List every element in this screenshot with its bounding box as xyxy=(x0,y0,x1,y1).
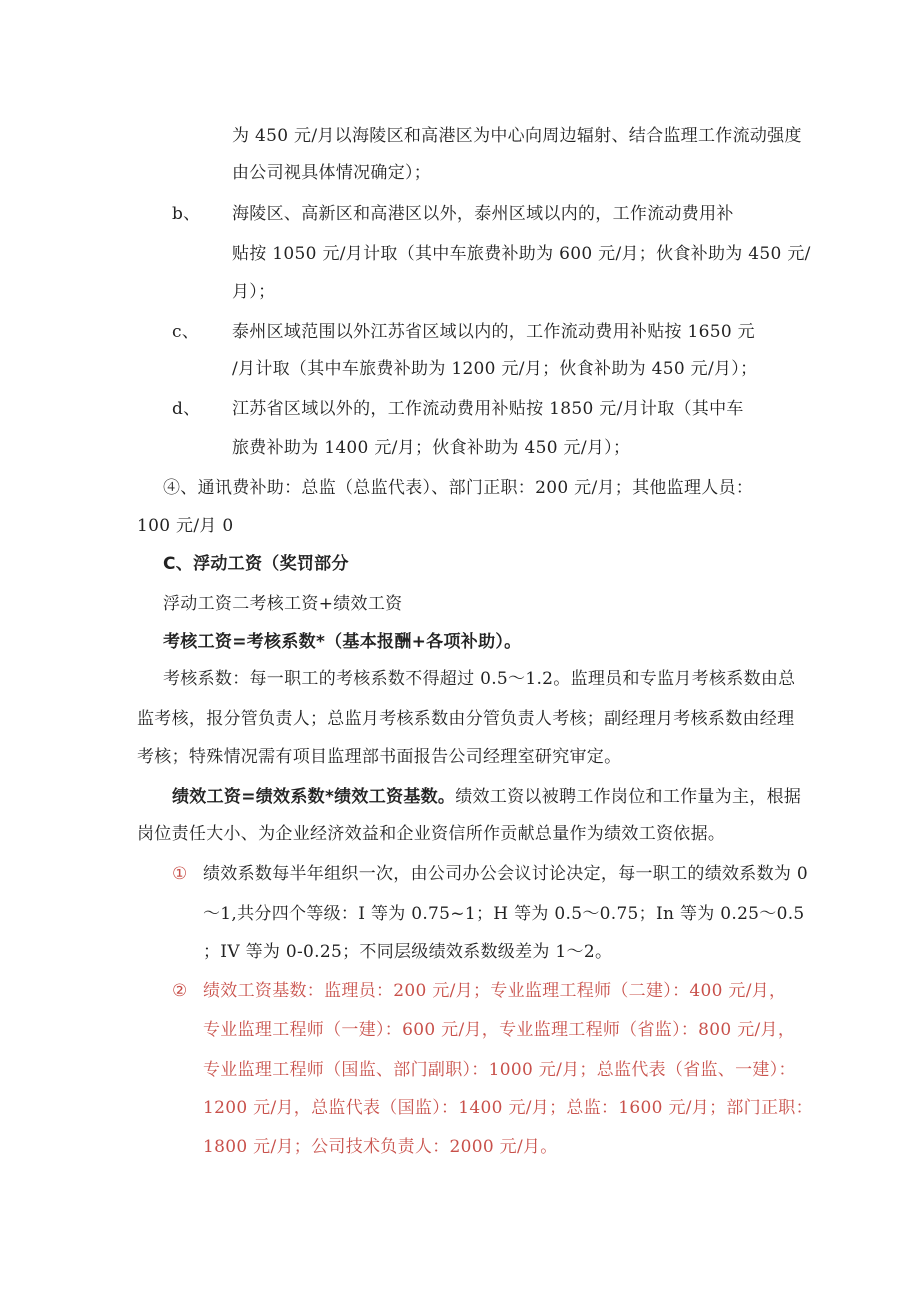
text-line: 岗位责任大小、为企业经济效益和企业资信所作贡献总量作为绩效工资依据。 xyxy=(137,824,726,844)
text-line: /月计取（其中车旅费补助为 1200 元/月；伙食补助为 450 元/月）； xyxy=(232,359,758,379)
text-line: 100 元/月 0 xyxy=(137,516,234,536)
circled-marker: ① xyxy=(172,864,188,884)
text-line: 考核系数：每一职工的考核系数不得超过 0.5～1.2。监理员和专监月考核系数由总 xyxy=(163,669,796,689)
text-line: 旅费补助为 1400 元/月；伙食补助为 450 元/月）； xyxy=(232,438,631,458)
text-line: 监考核，报分管负责人；总监月考核系数由分管负责人考核；副经理月考核系数由经理 xyxy=(137,709,795,729)
text-line-highlight: 绩效工资基数：监理员：200 元/月；专业监理工程师（二建）：400 元/月， xyxy=(203,981,787,1001)
text-line xyxy=(172,789,801,806)
section-heading: C、浮动工资（奖罚部分 xyxy=(163,554,349,574)
text-line: 月）； xyxy=(232,282,276,302)
formula-line: 浮动工资二考核工资+绩效工资 xyxy=(163,594,403,614)
text-line: 为 450 元/月以海陵区和高港区为中心向周边辐射、结合监理工作流动强度 xyxy=(232,126,802,146)
list-marker: c、 xyxy=(172,322,200,342)
text-line-highlight: 1800 元/月；公司技术负责人：2000 元/月。 xyxy=(203,1137,558,1157)
text-line: ④、通讯费补助：总监（总监代表）、部门正职：200 元/月；其他监理人员： xyxy=(163,478,754,498)
text-line-highlight: 专业监理工程师（一建）：600 元/月，专业监理工程师（省监）：800 元/月， xyxy=(203,1020,796,1040)
text-line: 贴按 1050 元/月计取（其中车旅费补助为 600 元/月；伙食补助为 450 元/ xyxy=(232,244,811,264)
text-line: 由公司视具体情况确定）； xyxy=(232,163,432,183)
text-line: 考核；特殊情况需有项目监理部书面报告公司经理室研究审定。 xyxy=(137,747,622,767)
perf-rest: 绩效工资以被聘工作岗位和工作量为主，根据 xyxy=(455,787,802,807)
text-line-highlight: 1200 元/月，总监代表（国监）：1400 元/月；总监：1600 元/月；部门正职： xyxy=(203,1098,813,1118)
formula-line-bold: 考核工资=考核系数*（基本报酬+各项补助）。 xyxy=(163,632,522,652)
perf-formula-bold: 绩效工资=绩效系数*绩效工资基数。 xyxy=(172,787,456,807)
list-marker: d、 xyxy=(172,399,201,419)
text-line: ；IV 等为 0-0.25；不同层级绩效系数级差为 1～2。 xyxy=(203,942,613,962)
text-line-highlight: 专业监理工程师（国监、部门副职）：1000 元/月；总监代表（省监、一建）： xyxy=(203,1060,796,1080)
text-line: 江苏省区域以外的，工作流动费用补贴按 1850 元/月计取（其中车 xyxy=(232,399,744,419)
text-line: 泰州区域范围以外江苏省区域以内的，工作流动费用补贴按 1650 元 xyxy=(232,322,755,342)
circled-marker: ② xyxy=(172,981,188,1001)
text-line: 海陵区、高新区和高港区以外，泰州区域以内的，工作流动费用补 xyxy=(232,204,734,224)
list-marker: b、 xyxy=(172,204,201,224)
text-line: ～1,共分四个等级：I 等为 0.75~1；H 等为 0.5～0.75；In 等为 0.25～0.5 xyxy=(203,904,805,924)
text-line: 绩效系数每半年组织一次，由公司办公会议讨论决定，每一职工的绩效系数为 0 xyxy=(203,864,809,884)
